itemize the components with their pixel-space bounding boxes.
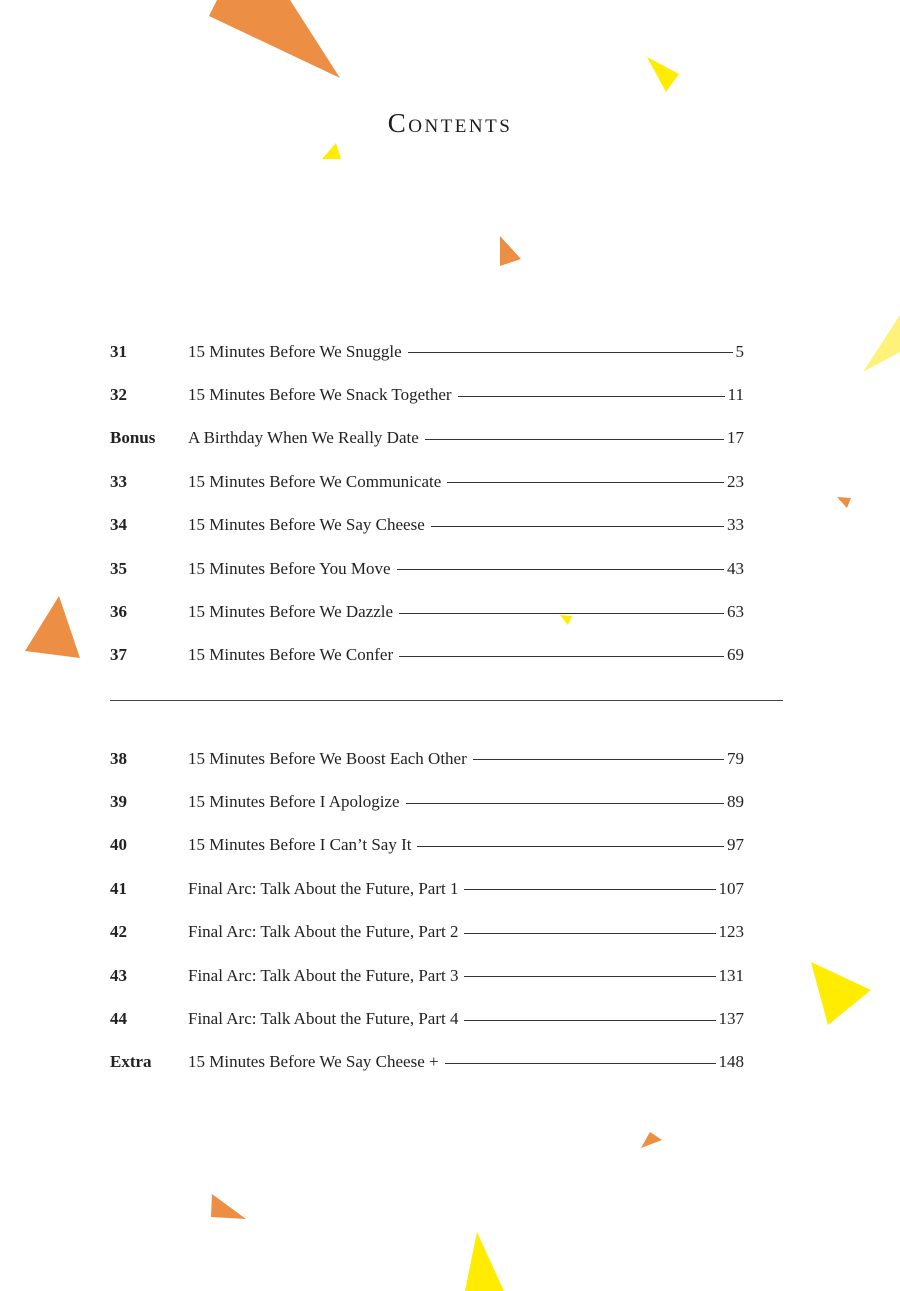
toc-entry[interactable] xyxy=(110,590,744,633)
page-number: 63 xyxy=(727,602,744,622)
chapter-number: 35 xyxy=(110,558,127,578)
confetti-triangle xyxy=(209,0,340,78)
page-number: 17 xyxy=(727,428,744,448)
toc-entry[interactable] xyxy=(110,997,744,1040)
chapter-title: 15 Minutes Before We Snuggle xyxy=(188,341,402,361)
toc-entry[interactable] xyxy=(110,547,744,590)
page-number: 148 xyxy=(718,1052,744,1072)
toc-entry[interactable] xyxy=(110,954,744,997)
leader-line xyxy=(464,976,715,977)
confetti-triangle xyxy=(811,962,871,1025)
toc-group xyxy=(110,737,744,1084)
chapter-number: 37 xyxy=(110,645,127,665)
confetti-triangle xyxy=(25,596,80,658)
leader-line xyxy=(445,1063,716,1064)
chapter-number: Extra xyxy=(110,1052,152,1072)
chapter-number: 33 xyxy=(110,471,127,491)
toc-entry[interactable] xyxy=(110,417,744,460)
confetti-triangle xyxy=(465,1232,504,1291)
chapter-title: 15 Minutes Before We Say Cheese + xyxy=(188,1052,439,1072)
leader-line xyxy=(464,933,715,934)
page-number: 107 xyxy=(718,878,744,898)
toc-group xyxy=(110,330,744,677)
toc-entry[interactable] xyxy=(110,780,744,823)
page-title: Contents xyxy=(387,108,513,138)
chapter-title: Final Arc: Talk About the Future, Part 1 xyxy=(188,878,459,898)
chapter-title: 15 Minutes Before I Apologize xyxy=(188,792,400,812)
chapter-title: 15 Minutes Before We Confer xyxy=(188,645,394,665)
chapter-number: 39 xyxy=(110,792,127,812)
page-number: 11 xyxy=(727,385,744,405)
toc-entry[interactable] xyxy=(110,911,744,954)
chapter-title: Final Arc: Talk About the Future, Part 4 xyxy=(188,1009,459,1029)
page-number: 5 xyxy=(735,341,744,361)
page-number: 69 xyxy=(727,645,744,665)
page-number: 23 xyxy=(727,471,744,491)
page-number: 131 xyxy=(718,965,744,985)
toc-entry[interactable] xyxy=(110,373,744,416)
confetti-triangle xyxy=(322,143,341,159)
toc-entry[interactable] xyxy=(110,504,744,547)
confetti-triangle xyxy=(837,497,851,508)
leader-line xyxy=(406,803,724,804)
chapter-number: 38 xyxy=(110,748,127,768)
toc-entry[interactable] xyxy=(110,460,744,503)
leader-line xyxy=(431,526,724,527)
chapter-title: Final Arc: Talk About the Future, Part 2 xyxy=(188,922,459,942)
leader-line xyxy=(408,352,733,353)
leader-line xyxy=(399,656,724,657)
leader-line xyxy=(458,396,725,397)
confetti-triangle xyxy=(863,315,900,372)
leader-line xyxy=(399,613,724,614)
leader-line xyxy=(464,1020,715,1021)
page-number: 79 xyxy=(727,748,744,768)
leader-line xyxy=(473,759,724,760)
chapter-number: 43 xyxy=(110,965,127,985)
page-number: 33 xyxy=(727,515,744,535)
section-divider xyxy=(110,700,783,701)
leader-line xyxy=(464,889,715,890)
chapter-title: 15 Minutes Before We Snack Together xyxy=(188,385,452,405)
chapter-title: Final Arc: Talk About the Future, Part 3 xyxy=(188,965,459,985)
chapter-title: 15 Minutes Before We Boost Each Other xyxy=(188,748,467,768)
toc-entry[interactable] xyxy=(110,330,744,373)
chapter-number: 34 xyxy=(110,515,127,535)
chapter-title: 15 Minutes Before We Dazzle xyxy=(188,602,394,622)
page-number: 89 xyxy=(727,792,744,812)
leader-line xyxy=(425,439,724,440)
page-number: 97 xyxy=(727,835,744,855)
confetti-triangle xyxy=(211,1194,246,1219)
leader-line xyxy=(397,569,724,570)
chapter-number: 36 xyxy=(110,602,127,622)
chapter-title: A Birthday When We Really Date xyxy=(188,428,419,448)
toc-entry[interactable] xyxy=(110,737,744,780)
chapter-number: 41 xyxy=(110,878,127,898)
chapter-title: 15 Minutes Before You Move xyxy=(188,558,391,578)
chapter-number: 32 xyxy=(110,385,127,405)
toc-entry[interactable] xyxy=(110,1041,744,1084)
toc-entry[interactable] xyxy=(110,824,744,867)
toc-entry[interactable] xyxy=(110,867,744,910)
leader-line xyxy=(447,482,724,483)
page-number: 43 xyxy=(727,558,744,578)
confetti-triangle xyxy=(641,1132,662,1148)
page-number: 137 xyxy=(718,1009,744,1029)
chapter-number: 42 xyxy=(110,922,127,942)
chapter-number: 44 xyxy=(110,1009,127,1029)
chapter-number: 40 xyxy=(110,835,127,855)
chapter-number: Bonus xyxy=(110,428,156,448)
toc-entry[interactable] xyxy=(110,634,744,677)
page-number: 123 xyxy=(718,922,744,942)
chapter-title: 15 Minutes Before We Communicate xyxy=(188,471,442,491)
leader-line xyxy=(417,846,724,847)
chapter-title: 15 Minutes Before We Say Cheese xyxy=(188,515,425,535)
chapter-title: 15 Minutes Before I Can’t Say It xyxy=(188,835,412,855)
chapter-number: 31 xyxy=(110,341,127,361)
confetti-triangle xyxy=(647,57,679,92)
confetti-triangle xyxy=(500,236,521,266)
